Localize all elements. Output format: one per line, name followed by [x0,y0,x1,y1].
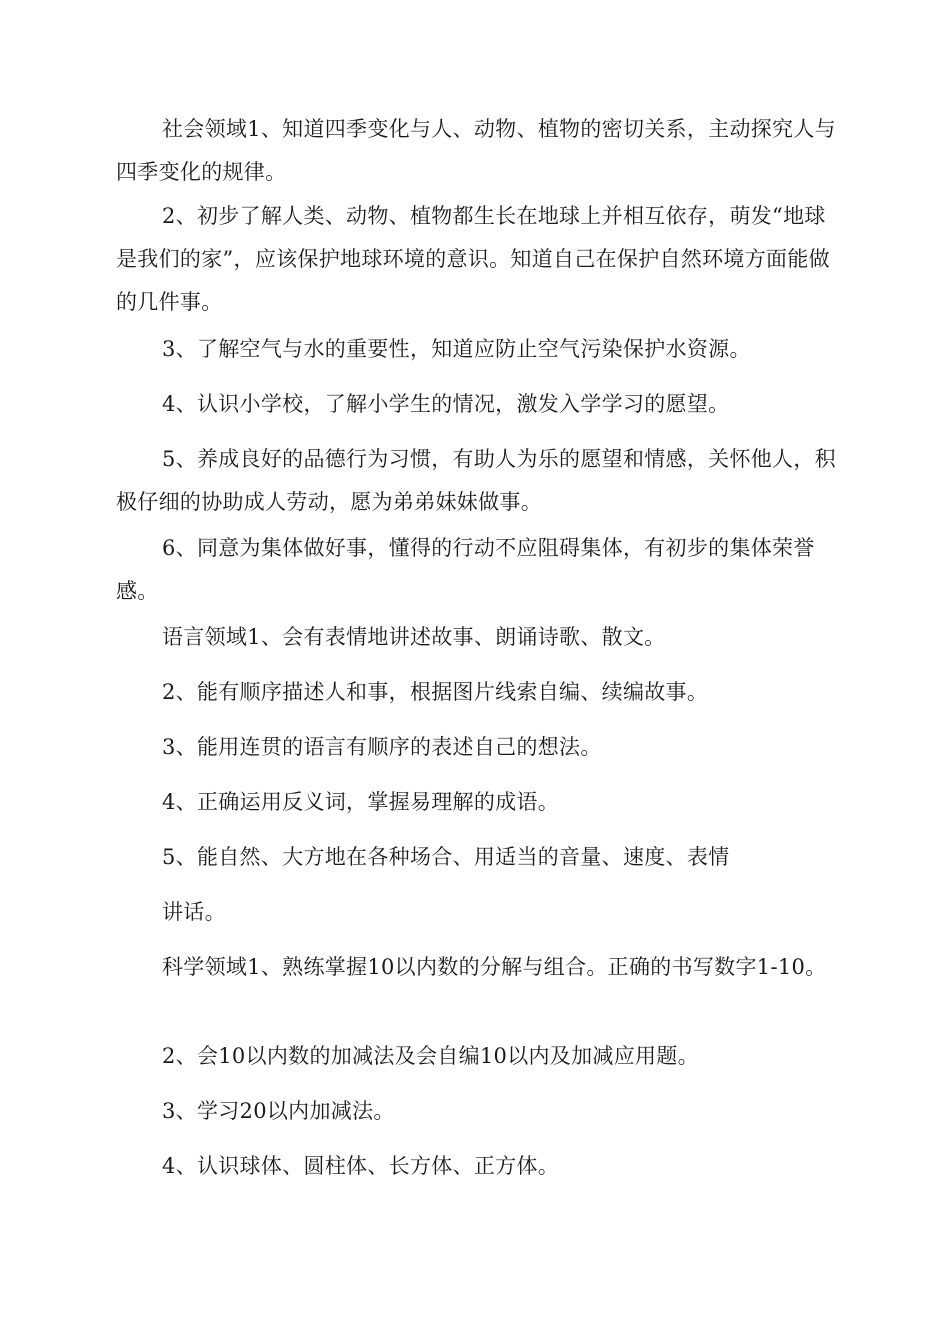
paragraph-science-3: 3、学习20以内加减法。 [162,1099,395,1123]
paragraph-science-2: 2、会10以内数的加减法及会自编10以内及加减应用题。 [162,1044,699,1068]
paragraph-science-4: 4、认识球体、圆柱体、长方体、正方体。 [162,1154,560,1178]
paragraph-social-2: 2、初步了解人类、动物、植物都生长在地球上并相互依存，萌发“地球是我们的家”，应该保护地球环境的意识。知道自己在保护自然环境方面能做的几件事。 [116,204,830,314]
paragraph-language-1: 语言领域1、会有表情地讲述故事、朗诵诗歌、散文。 [162,625,666,649]
paragraph-language-5: 5、能自然、大方地在各种场合、用适当的音量、速度、表情 [162,845,730,869]
paragraph-social-1: 社会领域1、知道四季变化与人、动物、植物的密切关系，主动探究人与四季变化的规律。 [116,117,836,184]
paragraph-social-3: 3、了解空气与水的重要性，知道应防止空气污染保护水资源。 [162,337,751,361]
paragraph-science-1: 科学领域1、熟练掌握10以内数的分解与组合。正确的书写数字1-10。 [162,955,827,979]
paragraph-language-5-cont: 讲话。 [162,900,226,924]
paragraph-language-3: 3、能用连贯的语言有顺序的表述自己的想法。 [162,735,602,759]
paragraph-language-2: 2、能有顺序描述人和事，根据图片线索自编、续编故事。 [162,680,709,704]
paragraph-social-4: 4、认识小学校，了解小学生的情况，激发入学学习的愿望。 [162,392,730,416]
paragraph-social-5: 5、养成良好的品德行为习惯，有助人为乐的愿望和情感，关怀他人，积极仔细的协助成人劳动，愿为弟弟妹妹做事。 [116,447,836,514]
paragraph-language-4: 4、正确运用反义词，掌握易理解的成语。 [162,790,560,814]
paragraph-social-6: 6、同意为集体做好事，懂得的行动不应阻碍集体，有初步的集体荣誉感。 [116,536,815,603]
